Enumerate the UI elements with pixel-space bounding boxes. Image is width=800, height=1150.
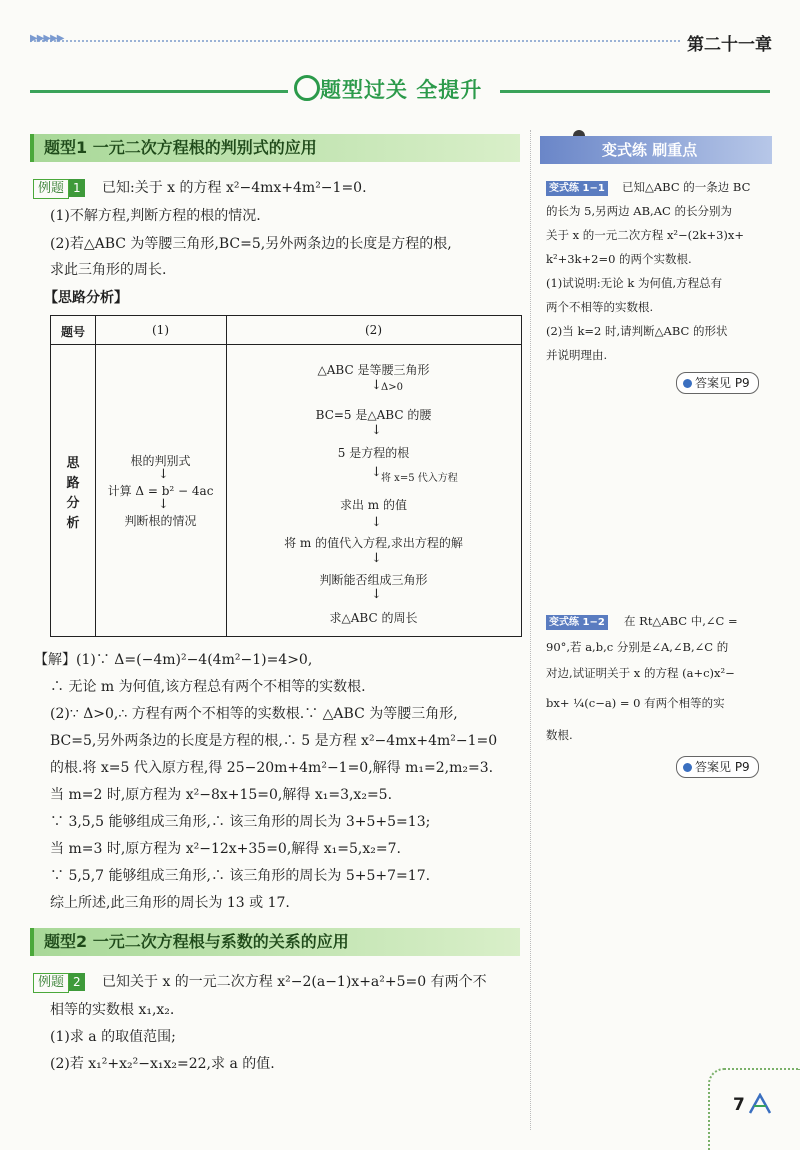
down-arrow-icon: ↓ <box>371 587 382 602</box>
banner-logo-icon <box>294 75 320 101</box>
header-arrows-icon: ▶▶▶▶▶ <box>30 33 64 44</box>
solution-line: 当 m=3 时,原方程为 x²−12x+35=0,解得 x₁=5,x₂=7. <box>50 841 401 857</box>
col1-step: 根的判别式 <box>130 454 191 468</box>
col1-step: 计算 Δ = b² − 4ac <box>107 484 214 498</box>
col2-step: 5 是方程的根 <box>337 446 410 460</box>
banner-line-right <box>500 90 770 93</box>
example-1-label <box>33 178 85 199</box>
logo-icon <box>748 1093 772 1115</box>
table-row-line <box>51 344 521 345</box>
solution-line: ∴ 无论 m 为何值,该方程总有两个不相等的实数根. <box>50 679 366 695</box>
solution-line: 综上所述,此三角形的周长为 13 或 17. <box>50 895 290 911</box>
solution-line: 当 m=2 时,原方程为 x²−8x+15=0,解得 x₁=3,x₂=5. <box>50 787 393 803</box>
variant-2-tag: 变式练 1−2 <box>546 612 608 631</box>
variant-1-line: (2)当 k=2 时,请判断△ABC 的形状 <box>546 324 728 338</box>
col2-step: 判断能否组成三角形 <box>319 573 428 587</box>
chapter-title: 第二十一章 <box>687 35 772 55</box>
answer-link-2[interactable]: 答案见 P9 <box>676 756 759 778</box>
example-2-line: 已知关于 x 的一元二次方程 x²−2(a−1)x+a²+5=0 有两个不 <box>102 974 487 990</box>
example-number: 2 <box>69 973 85 991</box>
col2-note: Δ>0 <box>381 382 403 393</box>
col2-note: 将 x=5 代入方程 <box>381 473 458 484</box>
table-row-label: 路 <box>66 476 80 491</box>
header-dotted-rule <box>30 40 680 42</box>
example-tag: 例题 <box>33 179 69 199</box>
analysis-table <box>50 315 522 637</box>
column-divider <box>530 130 532 1130</box>
example-number: 1 <box>69 179 85 197</box>
variant-1-line: 两个不相等的实数根. <box>546 300 654 314</box>
variant-1-line: 的长为 5,另两边 AB,AC 的长分别为 <box>546 204 732 218</box>
variant-1-tag: 变式练 1−1 <box>546 178 608 197</box>
example-2-line: 相等的实数根 x₁,x₂. <box>50 1002 175 1018</box>
page-number: 7 <box>733 1095 745 1115</box>
sidebar-header: 变式练 刷重点 <box>540 136 772 164</box>
col2-step: 求出 m 的值 <box>339 498 407 512</box>
answer-link-1[interactable]: 答案见 P9 <box>676 372 759 394</box>
down-arrow-icon: ↓ <box>371 378 382 393</box>
variant-2-line: 数根. <box>546 728 573 742</box>
table-row-label: 思 <box>66 456 80 471</box>
down-arrow-icon: ↓ <box>158 467 169 482</box>
example-2-line: (2)若 x₁²+x₂²−x₁x₂=22,求 a 的值. <box>50 1056 275 1072</box>
pin-icon <box>683 763 692 772</box>
col2-step: 求△ABC 的周长 <box>329 611 418 625</box>
variant-1-line: k²+3k+2=0 的两个实数根. <box>546 252 692 266</box>
table-header-1: (1) <box>152 323 169 337</box>
variant-1-line: 并说明理由. <box>546 348 608 362</box>
table-col-line <box>95 316 96 636</box>
variant-2-line: 90°,若 a,b,c 分别是∠A,∠B,∠C 的 <box>546 640 729 654</box>
table-header-no: 题号 <box>60 325 85 339</box>
variant-1-line: 已知△ABC 的一条边 BC <box>622 180 751 194</box>
solution-line: 的根.将 x=5 代入原方程,得 25−20m+4m²−1=0,解得 m₁=2,m₂=3. <box>50 760 494 776</box>
section-header-2: 题型2 一元二次方程根与系数的关系的应用 <box>30 928 520 956</box>
variant-2-line: 对边,试证明关于 x 的方程 (a+c)x²− <box>546 666 735 680</box>
variant-1-line: (1)试说明:无论 k 为何值,方程总有 <box>546 276 723 290</box>
analysis-label: 【思路分析】 <box>44 290 128 306</box>
down-arrow-icon: ↓ <box>371 515 382 530</box>
banner-line-left <box>30 90 288 93</box>
example-2-label <box>33 972 85 993</box>
down-arrow-icon: ↓ <box>158 497 169 512</box>
solution-line: ∵ 5,5,7 能够组成三角形,∴ 该三角形的周长为 5+5+7=17. <box>50 868 431 884</box>
table-row-label: 析 <box>66 516 80 531</box>
col2-step: 将 m 的值代入方程,求出方程的解 <box>284 536 463 550</box>
example-1-q2b: 求此三角形的周长. <box>50 262 167 278</box>
solution-line: 【解】(1)∵ Δ=(−4m)²−4(4m²−1)=4>0, <box>34 652 313 668</box>
table-header-2: (2) <box>365 323 382 337</box>
example-tag: 例题 <box>33 973 69 993</box>
example-1-q1: (1)不解方程,判断方程的根的情况. <box>50 208 261 224</box>
col1-step: 判断根的情况 <box>124 514 197 528</box>
down-arrow-icon: ↓ <box>371 551 382 566</box>
section-header-1: 题型1 一元二次方程根的判别式的应用 <box>30 134 520 162</box>
col2-step: △ABC 是等腰三角形 <box>317 363 430 377</box>
pin-icon <box>683 379 692 388</box>
solution-line: ∵ 3,5,5 能够组成三角形,∴ 该三角形的周长为 3+5+5=13; <box>50 814 431 830</box>
example-2-line: (1)求 a 的取值范围; <box>50 1029 176 1045</box>
down-arrow-icon: ↓ <box>371 465 382 480</box>
banner-title: 题型过关 全提升 <box>320 78 483 102</box>
variant-1-line: 关于 x 的一元二次方程 x²−(2k+3)x+ <box>546 228 745 242</box>
solution-line: (2)∵ Δ>0,∴ 方程有两个不相等的实数根.∵ △ABC 为等腰三角形, <box>50 706 458 722</box>
down-arrow-icon: ↓ <box>371 423 382 438</box>
example-1-stem: 已知:关于 x 的方程 x²−4mx+4m²−1=0. <box>102 180 367 196</box>
col2-step: BC=5 是△ABC 的腰 <box>315 408 432 422</box>
example-1-q2a: (2)若△ABC 为等腰三角形,BC=5,另外两条边的长度是方程的根, <box>50 236 452 252</box>
variant-2-line: bx+ ¼(c−a) = 0 有两个相等的实 <box>546 696 725 710</box>
solution-line: BC=5,另外两条边的长度是方程的根,∴ 5 是方程 x²−4mx+4m²−1=0 <box>50 733 498 749</box>
table-row-label: 分 <box>66 496 80 511</box>
variant-2-line: 在 Rt△ABC 中,∠C = <box>624 614 738 628</box>
